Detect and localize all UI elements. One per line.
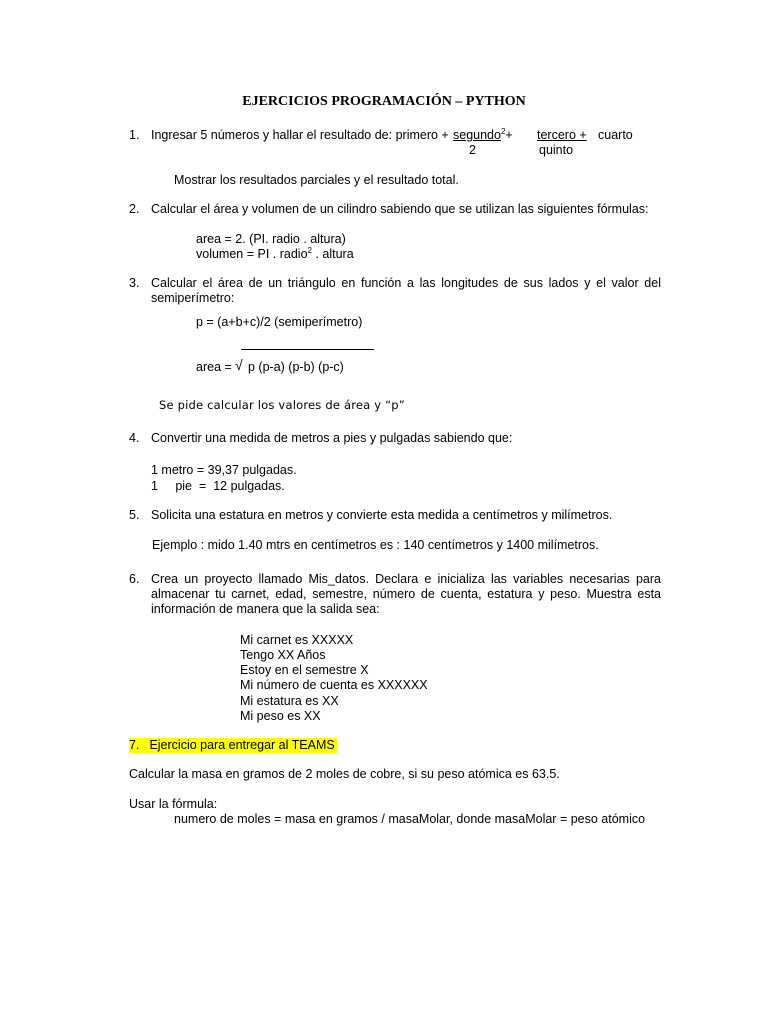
heron-area-expression: p (p-a) (p-b) (p-c)	[248, 360, 344, 374]
page-title: EJERCICIOS PROGRAMACIÓN – PYTHON	[242, 94, 526, 109]
item-5-number: 5.	[129, 508, 140, 522]
item-5-example: Ejemplo : mido 1.40 mtrs en centímetros es : 140 centímetros y 1400 milímetros.	[152, 538, 599, 552]
item-1-number: 1.	[129, 128, 140, 142]
squared-exponent: 2	[500, 126, 506, 136]
cuarto-term: cuarto	[598, 128, 633, 142]
item-4-text: Convertir una medida de metros a pies y pulgadas sabiendo que:	[151, 431, 513, 445]
item-7-highlight	[129, 738, 337, 753]
item-6-text: Crea un proyecto llamado Mis_datos. Declara e inicializa las variables necesarias para almacenar tu carnet, edad, semestre, número de cuenta, estatura y peso. Muestra esta información de manera que la salida sea:	[151, 572, 661, 616]
radical-bar	[241, 349, 374, 350]
output-line: Mi estatura es XX	[240, 694, 339, 708]
segundo-term: segundo	[453, 128, 501, 142]
item-7-text: Ejercicio para entregar al TEAMS	[149, 738, 335, 752]
item-1-fraction-numerator	[453, 128, 513, 143]
output-line: Mi número de cuenta es XXXXXX	[240, 678, 428, 692]
output-line: Tengo XX Años	[240, 648, 326, 662]
item-4-number: 4.	[129, 431, 140, 445]
item-2-number: 2.	[129, 202, 140, 216]
output-line: Estoy en el semestre X	[240, 663, 369, 677]
area-formula: area = 2. (PI. radio . altura)	[196, 232, 346, 246]
item-5-text: Solicita una estatura en metros y convierte esta medida a centímetros y milímetros.	[151, 508, 613, 522]
item-7-number: 7.	[129, 738, 140, 752]
denominator-two: 2	[469, 143, 476, 157]
item-3-number: 3.	[129, 276, 140, 290]
sqrt-symbol: √	[235, 357, 243, 373]
plus-sign: +	[505, 128, 513, 142]
item-7-description: Calcular la masa en gramos de 2 moles de cobre, si su peso atómica es 63.5.	[129, 767, 560, 781]
item-6-number: 6.	[129, 572, 140, 586]
item-1-text: Ingresar 5 números y hallar el resultado de: primero +	[151, 128, 449, 142]
moles-formula: numero de moles = masa en gramos / masaMolar, donde masaMolar = peso atómico	[174, 812, 646, 826]
denominator-quinto: quinto	[539, 143, 574, 157]
conversion-line-2: 1 pie = 12 pulgadas.	[151, 479, 285, 493]
item-3-note: Se pide calcular los valores de área y “p”	[159, 398, 405, 412]
tercero-term: tercero +	[537, 128, 587, 142]
volume-formula: volumen = PI . radio$^2$ . altura	[196, 245, 354, 261]
item-1-note: Mostrar los resultados parciales y el resultado total.	[174, 173, 459, 187]
output-line: Mi carnet es XXXXX	[240, 633, 354, 647]
item-2-text: Calcular el área y volumen de un cilindro sabiendo que se utilizan las siguientes fórmulas:	[151, 202, 649, 216]
semiperimeter-formula: p = (a+b+c)/2 (semiperímetro)	[196, 315, 363, 329]
item-3-text: Calcular el área de un triángulo en función a las longitudes de sus lados y el valor del semiperímetro:	[151, 276, 661, 305]
output-line: Mi peso es XX	[240, 709, 321, 723]
heron-area-label: area =	[196, 360, 232, 374]
formula-intro: Usar la fórmula:	[129, 797, 218, 811]
conversion-line-1: 1 metro = 39,37 pulgadas.	[151, 463, 297, 477]
